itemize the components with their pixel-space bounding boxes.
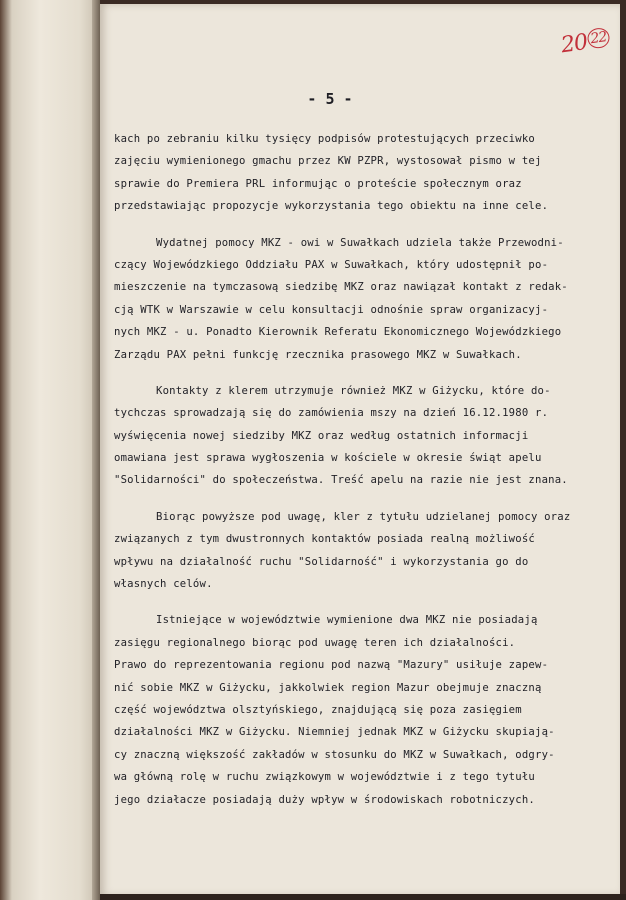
paragraph-5 xyxy=(114,609,614,811)
text-line: Prawo do reprezentowania regionu pod nazwą "Mazury" usiłuje zapew- xyxy=(114,659,549,672)
text-line: wyświęcenia nowej siedziby MKZ oraz według ostatnich informacji xyxy=(114,429,529,442)
text-line: omawiana jest sprawa wygłoszenia w kościele w okresie świąt apelu xyxy=(114,452,542,465)
text-line: mieszczenie na tymczasową siedzibę MKZ oraz nawiązał kontakt z redak- xyxy=(114,281,568,294)
text-line: związanych z tym dwustronnych kontaktów posiada realną możliwość xyxy=(114,533,535,546)
text-line: Biorąc powyższe pod uwagę, kler z tytułu udzielanej pomocy oraz xyxy=(156,510,571,523)
text-line: przedstawiając propozycje wykorzystania tego obiektu na inne cele. xyxy=(114,200,549,213)
text-line: zasięgu regionalnego biorąc pod uwagę teren ich działalności. xyxy=(114,636,516,649)
paragraph-4 xyxy=(114,506,614,596)
text-line: zajęciu wymienionego gmachu przez KW PZPR, wystosował pismo w tej xyxy=(114,155,542,168)
page-bottom-edge xyxy=(100,894,626,900)
text-line: nych MKZ - u. Ponadto Kierownik Referatu Ekonomicznego Wojewódzkiego xyxy=(114,326,562,339)
text-line: "Solidarności" do społeczeństwa. Treść apelu na razie nie jest znana. xyxy=(114,474,568,487)
text-line: wa główną rolę w ruchu związkowym w województwie i z tego tytułu xyxy=(114,771,535,784)
text-line: własnych celów. xyxy=(114,578,213,591)
text-line: kach po zebraniu kilku tysięcy podpisów protestujących przeciwko xyxy=(114,133,535,145)
text-line: Istniejące w województwie wymienione dwa MKZ nie posiadają xyxy=(156,614,538,627)
text-line: Kontakty z klerem utrzymuje również MKZ w Giżycku, które do- xyxy=(156,384,551,397)
text-line: cją WTK w Warszawie w celu konsultacji odnośnie spraw organizacyj- xyxy=(114,303,549,316)
text-line: cy znaczną większość zakładów w stosunku do MKZ w Suwałkach, odgry- xyxy=(114,748,555,761)
text-line: wpływu na działalność ruchu "Solidarność" i wykorzystania go do xyxy=(114,555,529,568)
text-line: czący Wojewódzkiego Oddziału PAX w Suwałkach, który udostępnił po- xyxy=(114,258,549,271)
page-number: - 5 - xyxy=(307,90,353,108)
text-line: nić sobie MKZ w Giżycku, jakkolwiek region Mazur obejmuje znaczną xyxy=(114,681,542,694)
text-line: tychczas sprowadzają się do zamówienia mszy na dzień 16.12.1980 r. xyxy=(114,407,549,420)
text-line: Wydatnej pomocy MKZ - owi w Suwałkach udziela także Przewodni- xyxy=(156,236,564,249)
paragraph-2 xyxy=(114,232,614,366)
paragraph-3 xyxy=(114,380,614,492)
text-line: Zarządu PAX pełni funkcję rzecznika prasowego MKZ w Suwałkach. xyxy=(114,348,522,361)
text-line: jego działacze posiadają duży wpływ w środowiskach robotniczych. xyxy=(114,793,535,806)
folio-number-stamp xyxy=(560,27,612,59)
text-line: sprawie do Premiera PRL informując o proteście społecznym oraz xyxy=(114,177,522,190)
document-page xyxy=(100,4,620,896)
folio-number: 20 xyxy=(559,29,589,59)
text-line: działalności MKZ w Giżycku. Niemniej jednak MKZ w Giżycku skupiają- xyxy=(114,726,555,739)
folio-circled-number: 22 xyxy=(586,27,610,50)
binding-margin xyxy=(0,0,98,900)
text-line: część województwa olsztyńskiego, znajdującą się poza zasięgiem xyxy=(114,703,522,716)
binding-edge xyxy=(92,0,100,900)
paragraph-1 xyxy=(114,128,614,218)
document-body xyxy=(114,128,614,811)
